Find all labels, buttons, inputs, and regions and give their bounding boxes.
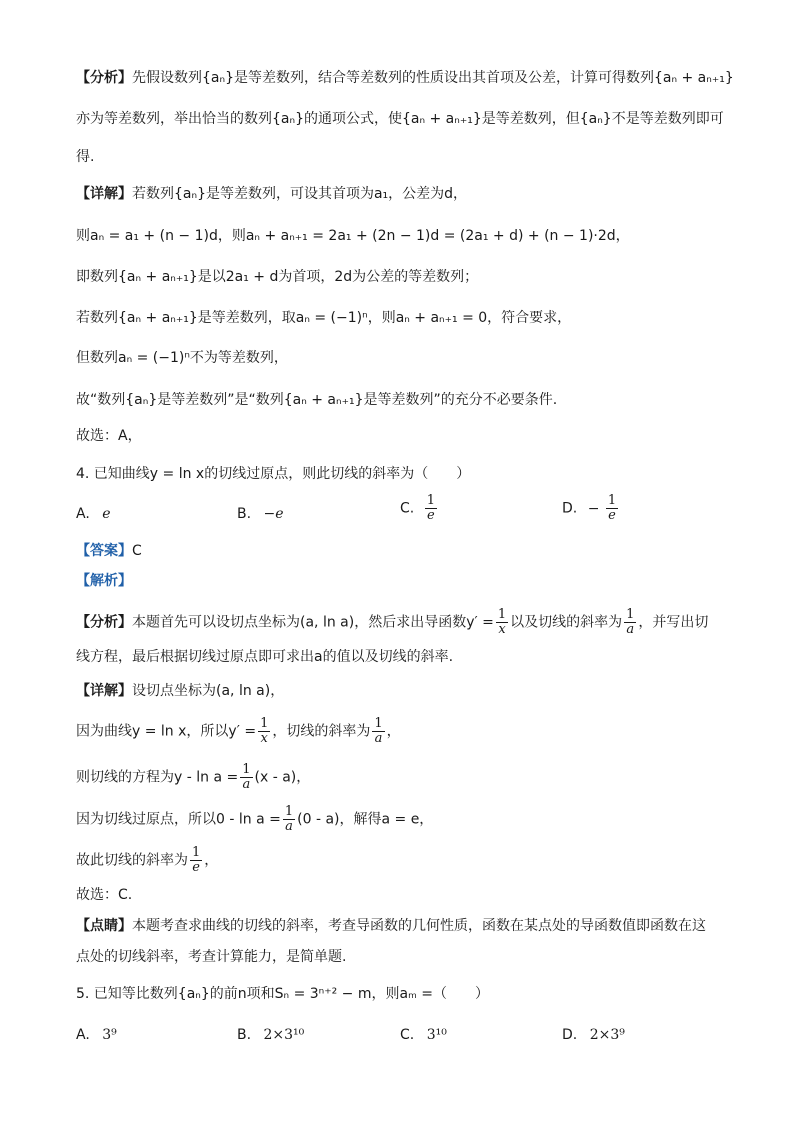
- analysis-text: 得.: [76, 149, 95, 165]
- analysis2-line-2: 线方程，最后根据切线过原点即可求出a的值以及切线的斜率.: [76, 649, 454, 665]
- comment-line-1: 【点睛】本题考查求曲线的切线的斜率，考查导函数的几何性质，函数在某点处的导函数值即函数在这: [76, 918, 706, 934]
- analysis-text: 亦为等差数列，举出恰当的数列{aₙ}的通项公式，使{aₙ + aₙ₊₁}是等差数列，但{aₙ}不是等差数列即可: [76, 111, 724, 127]
- q4-answer-line: [76, 540, 722, 562]
- q4-option-d: D. − $\frac{1}{e}$: [562, 493, 617, 523]
- fraction: $\frac{1}{x}$: [497, 607, 507, 637]
- fraction: $\frac{1}{x}$: [260, 716, 269, 746]
- detail2-line-4: 因为切线过原点，所以0 - ln a = $\frac{1}{a}$ (0 - a)，解得a = e，: [76, 804, 434, 834]
- analysis2-line-1: 【分析】本题首先可以设切点坐标为(a, ln a)，然后求出导函数y′ = $\frac{1}{x}$ 以及切线的斜率为 $\frac{1}{a}$ ，并写出切: [76, 607, 709, 637]
- detail-line-6: [76, 389, 722, 411]
- q5-option-b: B. 2×3¹⁰: [237, 1027, 305, 1043]
- answer-tag: 【答案】: [76, 543, 132, 559]
- fraction: $\frac{1}{a}$: [242, 762, 251, 792]
- detail-line-4: [76, 307, 722, 329]
- fraction: $\frac{1}{e}$: [426, 493, 435, 523]
- detail-text: 但数列aₙ = (−1)ⁿ不为等差数列，: [76, 350, 288, 366]
- fraction: $\frac{1}{a}$: [374, 716, 383, 746]
- detail-text: 故选：A，: [76, 428, 142, 444]
- q4-option-b: B. −e: [237, 506, 284, 522]
- detail-line-2: [76, 225, 722, 247]
- fraction: $\frac{1}{a}$: [626, 607, 635, 637]
- detail2-line-5: 故此切线的斜率为 $\frac{1}{e}$ ，: [76, 845, 219, 875]
- comment-tag: 【点睛】: [76, 918, 132, 934]
- analysis-line-3: [76, 146, 722, 168]
- fraction: $\frac{1}{e}$: [192, 845, 201, 875]
- fraction: $\frac{1}{a}$: [284, 804, 294, 834]
- detail-text: 即数列{aₙ + aₙ₊₁}是以2a₁ + d为首项，2d为公差的等差数列；: [76, 269, 479, 285]
- parse-tag: 【解析】: [76, 573, 132, 589]
- detail-tag: 【详解】: [76, 186, 132, 202]
- q4-option-c: C. $\frac{1}{e}$: [400, 493, 435, 523]
- analysis-text: 先假设数列{aₙ}是等差数列，结合等差数列的性质设出其首项及公差，计算可得数列{aₙ + aₙ₊₁}: [132, 70, 734, 86]
- analysis-tag: 【分析】: [76, 614, 132, 631]
- answer-value: C: [132, 543, 142, 559]
- question-4-stem: 4. 已知曲线y = ln x的切线过原点，则此切线的斜率为（ ）: [76, 466, 471, 482]
- detail-line-1: [76, 183, 722, 205]
- detail2-line-6: 故选：C.: [76, 887, 133, 903]
- detail-line-7: [76, 425, 722, 447]
- detail-text: 若数列{aₙ}是等差数列，可设其首项为a₁，公差为d，: [132, 186, 468, 202]
- q5-option-c: C. 3¹⁰: [400, 1027, 447, 1043]
- analysis-tag: 【分析】: [76, 70, 132, 86]
- detail2-line-2: 因为曲线y = ln x，所以y′ = $\frac{1}{x}$ ，切线的斜率为 $\frac{1}{a}$ ，: [76, 716, 401, 746]
- fraction: $\frac{1}{e}$: [607, 493, 617, 523]
- q5-option-d: D. 2×3⁹: [562, 1027, 625, 1043]
- analysis-line-2: [76, 108, 722, 130]
- q4-parse-line: [76, 570, 722, 592]
- q4-option-a: A. e: [76, 506, 111, 522]
- detail-line-3: [76, 266, 722, 288]
- detail-formula: 则aₙ = a₁ + (n − 1)d，则aₙ + aₙ₊₁ = 2a₁ + (2n − 1)d = (2a₁ + d) + (n − 1)·2d，: [76, 228, 630, 244]
- detail2-line-3: 则切线的方程为y - ln a = $\frac{1}{a}$ (x - a)，: [76, 762, 311, 792]
- detail-text: 故“数列{aₙ}是等差数列”是“数列{aₙ + aₙ₊₁}是等差数列”的充分不必要条件.: [76, 392, 558, 408]
- comment-line-2: 点处的切线斜率，考查计算能力，是简单题.: [76, 949, 347, 965]
- q5-option-a: A. 3⁹: [76, 1027, 117, 1043]
- detail2-line-1: 【详解】设切点坐标为(a, ln a)，: [76, 683, 285, 699]
- detail-text: 若数列{aₙ + aₙ₊₁}是等差数列，取aₙ = (−1)ⁿ，则aₙ + aₙ₊₁ = 0，符合要求，: [76, 310, 572, 326]
- question-5-stem: 5. 已知等比数列{aₙ}的前n项和Sₙ = 3ⁿ⁺² − m，则aₘ =（ ）: [76, 986, 489, 1002]
- analysis-line-1: [76, 67, 734, 89]
- detail-line-5: [76, 347, 722, 369]
- detail-tag: 【详解】: [76, 683, 132, 699]
